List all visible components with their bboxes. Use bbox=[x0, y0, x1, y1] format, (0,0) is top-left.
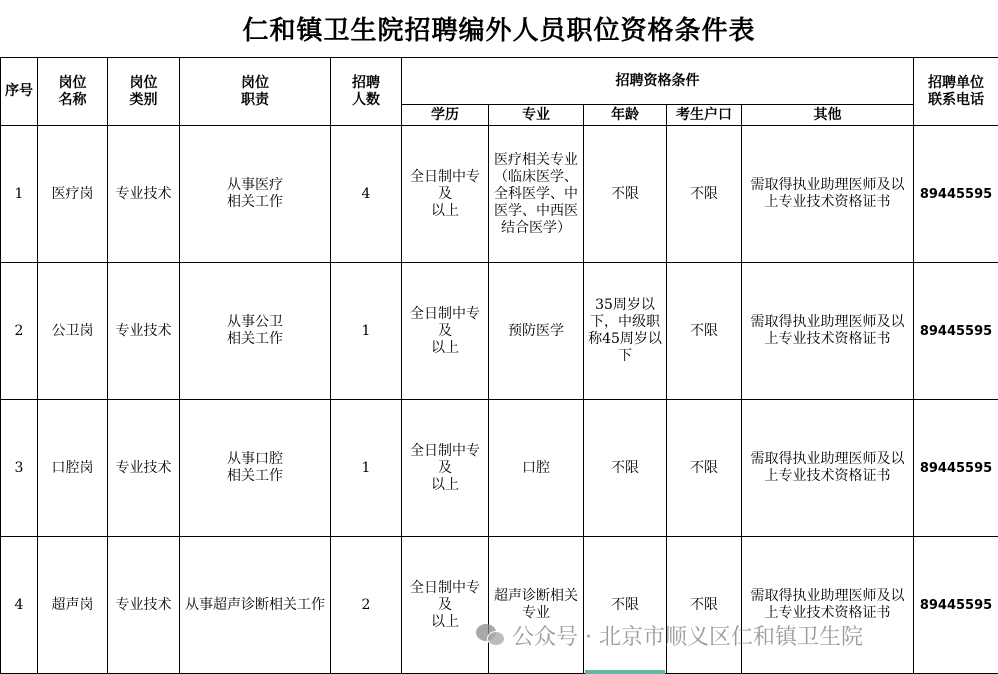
header-row-1 bbox=[1, 58, 998, 105]
page-title: 仁和镇卫生院招聘编外人员职位资格条件表 bbox=[242, 16, 756, 46]
watermark-text: 公众号 · 北京市顺义区仁和镇卫生院 bbox=[512, 624, 863, 650]
cell-other: 需取得执业助理医师及以上专业技术资格证书 bbox=[742, 537, 914, 674]
cell-recruit-count: 1 bbox=[331, 263, 402, 400]
header-phone: 招聘单位 联系电话 bbox=[914, 58, 998, 126]
cell-recruit-count: 1 bbox=[331, 400, 402, 537]
cell-position-name: 超声岗 bbox=[38, 537, 108, 674]
cell-age: 不限 bbox=[584, 400, 667, 537]
cell-major: 超声诊断相关专业 bbox=[489, 537, 584, 674]
header-education: 学历 bbox=[402, 105, 489, 126]
cell-education: 全日制中专 及 以上 bbox=[402, 400, 489, 537]
header-position-duty: 岗位 职责 bbox=[180, 58, 331, 126]
cell-position-name: 口腔岗 bbox=[38, 400, 108, 537]
cell-position-category: 专业技术 bbox=[108, 263, 180, 400]
positions-table bbox=[0, 57, 998, 674]
cell-position-category: 专业技术 bbox=[108, 400, 180, 537]
table-row bbox=[1, 400, 998, 537]
cell-age: 35周岁以下，中级职称45周岁以下 bbox=[584, 263, 667, 400]
cell-education: 全日制中专 及 以上 bbox=[402, 537, 489, 674]
cell-other: 需取得执业助理医师及以上专业技术资格证书 bbox=[742, 263, 914, 400]
cell-recruit-count: 4 bbox=[331, 126, 402, 263]
table-row bbox=[1, 126, 998, 263]
cell-position-category: 专业技术 bbox=[108, 537, 180, 674]
cell-hukou: 不限 bbox=[667, 126, 742, 263]
header-age: 年龄 bbox=[584, 105, 667, 126]
cell-other: 需取得执业助理医师及以上专业技术资格证书 bbox=[742, 400, 914, 537]
cell-hukou: 不限 bbox=[667, 263, 742, 400]
scroll-indicator bbox=[585, 670, 665, 674]
cell-position-duty: 从事公卫 相关工作 bbox=[180, 263, 331, 400]
cell-seq: 1 bbox=[1, 126, 38, 263]
cell-position-duty: 从事口腔 相关工作 bbox=[180, 400, 331, 537]
header-major: 专业 bbox=[489, 105, 584, 126]
cell-seq: 4 bbox=[1, 537, 38, 674]
cell-phone: 89445595 bbox=[914, 126, 998, 263]
header-position-category: 岗位 类别 bbox=[108, 58, 180, 126]
cell-position-name: 公卫岗 bbox=[38, 263, 108, 400]
table-row bbox=[1, 263, 998, 400]
cell-phone: 89445595 bbox=[914, 263, 998, 400]
cell-position-duty: 从事医疗 相关工作 bbox=[180, 126, 331, 263]
cell-recruit-count: 2 bbox=[331, 537, 402, 674]
cell-hukou: 不限 bbox=[667, 400, 742, 537]
cell-hukou: 不限 bbox=[667, 537, 742, 674]
cell-other: 需取得执业助理医师及以上专业技术资格证书 bbox=[742, 126, 914, 263]
cell-phone: 89445595 bbox=[914, 400, 998, 537]
cell-position-category: 专业技术 bbox=[108, 126, 180, 263]
cell-seq: 2 bbox=[1, 263, 38, 400]
cell-major: 预防医学 bbox=[489, 263, 584, 400]
header-recruit-count: 招聘 人数 bbox=[331, 58, 402, 126]
header-hukou: 考生户口 bbox=[667, 105, 742, 126]
cell-education: 全日制中专 及 以上 bbox=[402, 263, 489, 400]
cell-age: 不限 bbox=[584, 537, 667, 674]
cell-major: 医疗相关专业（临床医学、全科医学、中医学、中西医结合医学） bbox=[489, 126, 584, 263]
header-seq: 序号 bbox=[1, 58, 38, 126]
header-position-name: 岗位 名称 bbox=[38, 58, 108, 126]
cell-age: 不限 bbox=[584, 126, 667, 263]
cell-major: 口腔 bbox=[489, 400, 584, 537]
header-conditions: 招聘资格条件 bbox=[402, 58, 914, 105]
cell-phone: 89445595 bbox=[914, 537, 998, 674]
cell-position-name: 医疗岗 bbox=[38, 126, 108, 263]
cell-education: 全日制中专 及 以上 bbox=[402, 126, 489, 263]
cell-position-duty: 从事超声诊断相关工作 bbox=[180, 537, 331, 674]
cell-seq: 3 bbox=[1, 400, 38, 537]
table-row bbox=[1, 537, 998, 674]
header-other: 其他 bbox=[742, 105, 914, 126]
